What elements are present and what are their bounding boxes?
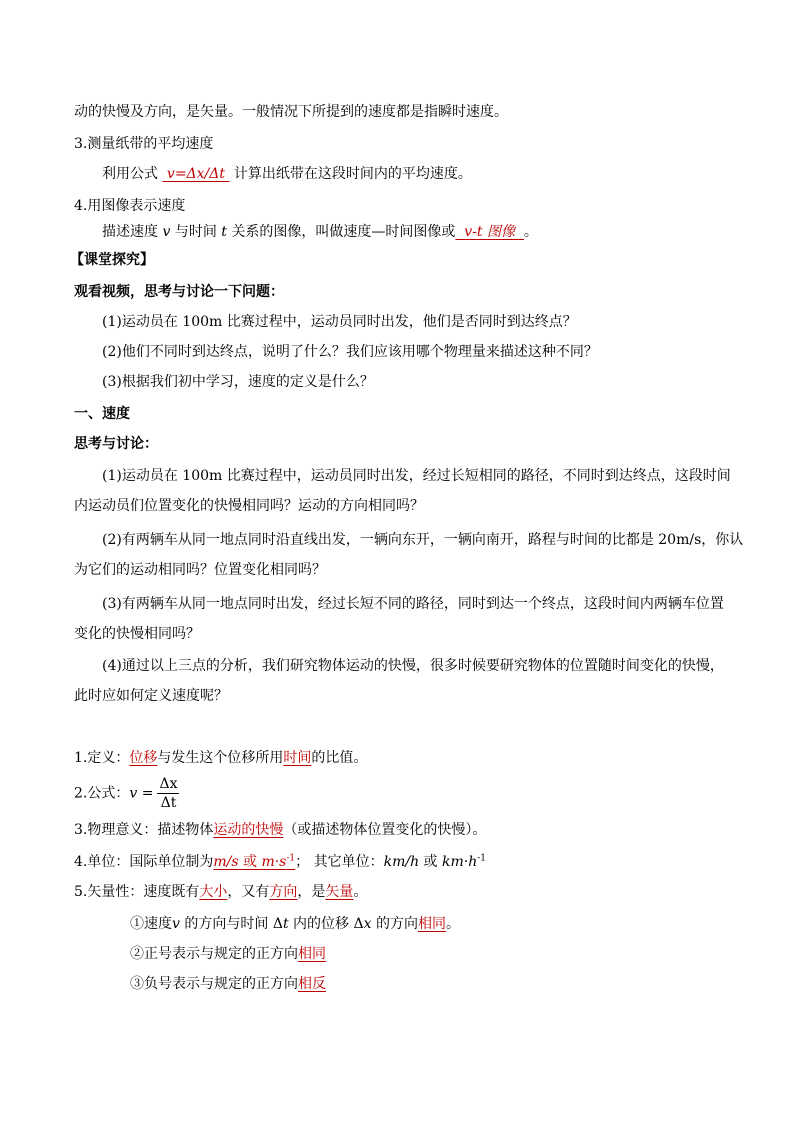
displacement-term: 位移: [129, 750, 158, 766]
section-4-body: 描述速度 v 与时间 t 关系的图像，叫做速度—时间图像或 v-t 图像 。: [102, 224, 538, 240]
class-explore-heading: 【课堂探究】: [70, 252, 154, 268]
discussion-question-3a: (3)有两辆车从同一地点同时出发，经过长短不同的路径，同时到达一个终点，这段时间内两辆车位置: [102, 596, 724, 612]
video-discussion-heading: 观看视频，思考与讨论一下问题：: [74, 284, 284, 300]
magnitude-term: 大小: [199, 884, 228, 900]
vector-property: 5.矢量性：速度既有大小，又有方向，是矢量。: [74, 884, 368, 900]
video-question-1: (1)运动员在 100m 比赛过程中，运动员同时出发，他们是否同时到达终点？: [102, 314, 577, 330]
direction-term: 方向: [269, 884, 298, 900]
section-4-title: 4.用图像表示速度: [74, 198, 186, 214]
discussion-question-3b: 变化的快慢相同吗？: [74, 626, 200, 642]
formula-fraction: $\frac{\Delta x}{\Delta t}$: [159, 776, 178, 811]
section-velocity-heading: 一、速度: [74, 406, 130, 422]
vector-item-3: ③负号表示与规定的正方向相反: [130, 976, 326, 992]
velocity-definition: 1.定义：位移与发生这个位移所用时间的比值。: [74, 750, 368, 766]
discussion-question-1a: (1)运动员在 100m 比赛过程中，运动员同时出发，经过长短相同的路径，不同时到达终点，这段时间: [102, 468, 731, 484]
vector-item-1: ①速度v 的方向与时间 Δt 内的位移 Δx 的方向相同。: [130, 916, 460, 932]
section-3-body: 利用公式 v=Δx/Δt 计算出纸带在这段时间内的平均速度。: [102, 166, 472, 182]
video-question-3: (3)根据我们初中学习，速度的定义是什么？: [102, 374, 374, 390]
section-3-title: 3.测量纸带的平均速度: [74, 136, 214, 152]
si-unit: m/s 或 $m\cdot s^{-1}$: [213, 853, 296, 870]
motion-speed-term: 运动的快慢: [213, 822, 284, 838]
time-term: 时间: [283, 750, 312, 766]
physical-meaning: 3.物理意义：描述物体运动的快慢（或描述物体位置变化的快慢）。: [74, 822, 487, 838]
average-velocity-formula: v=Δx/Δt: [166, 166, 226, 182]
discussion-question-2a: (2)有两辆车从同一地点同时沿直线出发，一辆向东开，一辆向南开，路程与时间的比都是 20m/s，你认: [102, 532, 744, 548]
velocity-formula: 2.公式：v = $\frac{\Delta x}{\Delta t}$: [74, 776, 178, 811]
discussion-question-2b: 为它们的运动相同吗？位置变化相同吗？: [74, 562, 326, 578]
discussion-heading: 思考与讨论：: [74, 436, 158, 452]
velocity-unit: 4.单位：国际单位制为m/s 或 $m\cdot s^{-1}$； 其它单位：km/h 或 $km\cdot h^{-1}$: [74, 853, 487, 870]
discussion-question-4b: 此时应如何定义速度呢？: [74, 688, 228, 704]
video-question-2: (2)他们不同时到达终点，说明了什么？我们应该用哪个物理量来描述这种不同？: [102, 344, 598, 360]
vector-item-2: ②正号表示与规定的正方向相同: [130, 946, 326, 962]
vt-graph-term: v-t 图像: [464, 224, 515, 240]
discussion-question-1b: 内运动员们位置变化的快慢相同吗？运动的方向相同吗？: [74, 498, 424, 514]
paragraph-continuation: 动的快慢及方向，是矢量。一般情况下所提到的速度都是指瞬时速度。: [74, 104, 508, 120]
discussion-question-4a: (4)通过以上三点的分析，我们研究物体运动的快慢，很多时候要研究物体的位置随时间变化的快慢，: [102, 658, 724, 674]
vector-term: 矢量: [325, 884, 354, 900]
